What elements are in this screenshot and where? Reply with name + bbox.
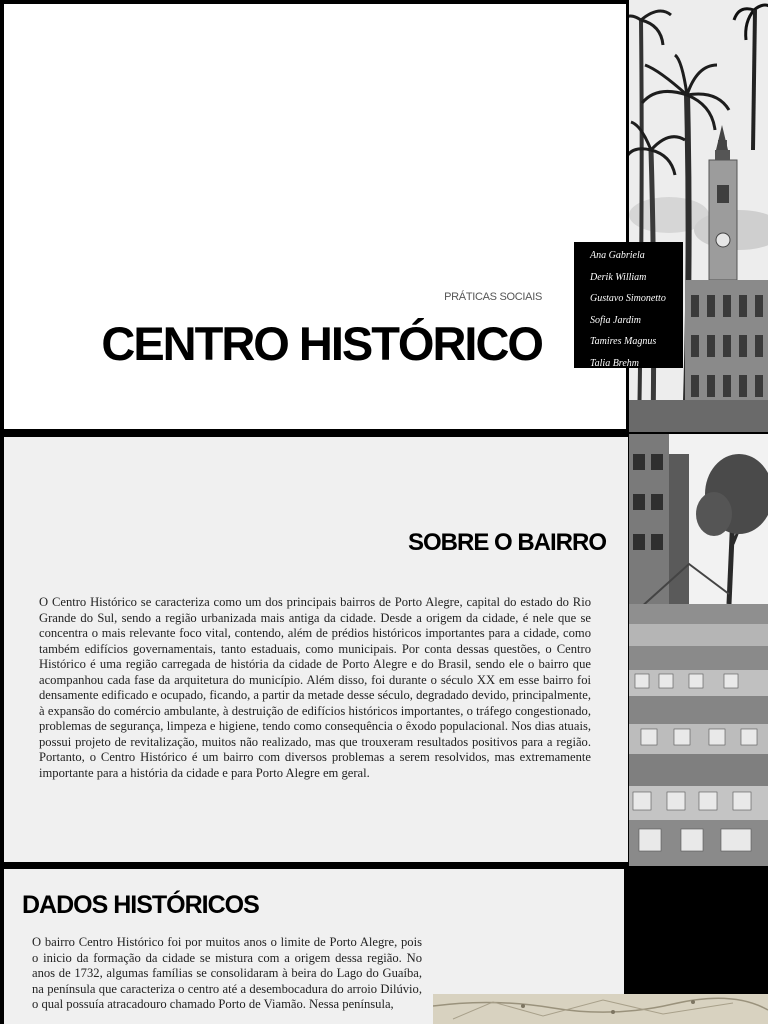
- about-text: O Centro Histórico se caracteriza como um dos principais bairros de Porto Alegre, capital do estado do Rio Grande do Sul, sendo a região urbanizada mais antiga da cidade. Desde a origem da cidade, é nele que se concentra o mais relevante foco vital, contendo, além de prédios históricos importantes para a cidade, como também edifícios governamentais, tanto estaduais, como municipais. Por conta dessas questões, o Centro Histórico é uma região carregada de história da cidade de Porto Alegre e do Brasil, sendo ele o bairro que acompanhou cada fase da arquitetura do município. Além disso, foi durante o século XX em esse bairro foi densamente edificado e ocupado, ficando, a partir da metade desse século, degradado devido, principalmente, à expansão do comércio ambulante, à destruição de edifícios históricos importantes, o tráfego congestionado, problemas de segurança, limpeza e higiene, tendo como consequência o êxodo populacional. Nos dias atuais, possui projeto de revitalização, muitos não realizado, mas que trouxeram resultados positivos para a região. Portanto, o Centro Histórico é um bairro com diversos problemas a serem resolvidos, mas extremamente importante para a história da cidade e para Porto Alegre em geral.: [39, 595, 591, 780]
- cover-subtitle: PRÁTICAS SOCIAIS: [444, 291, 542, 303]
- map-illustration: [433, 994, 768, 1024]
- tiled-stairway-photo: [629, 434, 768, 866]
- cover-title: CENTRO HISTÓRICO: [101, 317, 542, 370]
- author-name: Gustavo Simonetto: [590, 293, 666, 304]
- stairway-illustration: [629, 434, 768, 866]
- author-list: [574, 242, 683, 368]
- cover-panel: [4, 4, 626, 429]
- about-section: [4, 437, 628, 862]
- author-name: Talia Brehm: [590, 357, 639, 369]
- history-text: O bairro Centro Histórico foi por muitos anos o limite de Porto Alegre, pois o inicio da formação da cidade se mistura com a origem dessa região. No anos de 1732, algumas famílias se consolidaram à beira do Lago do Guaíba, na península que caracteriza o centro até a desembocadura do arroio Dilúvio, o qual possuía atracadouro chamado Porto de Viamão. Nessa península,: [32, 935, 422, 1011]
- about-heading: SOBRE O BAIRRO: [407, 529, 606, 556]
- author-name: Ana Gabriela: [590, 250, 645, 261]
- historic-map-photo: [433, 994, 768, 1024]
- author-name: Tamires Magnus: [590, 336, 657, 347]
- author-name: Sofia Jardim: [590, 314, 642, 326]
- author-name: Derik William: [590, 271, 647, 283]
- history-heading: DADOS HISTÓRICOS: [22, 891, 259, 919]
